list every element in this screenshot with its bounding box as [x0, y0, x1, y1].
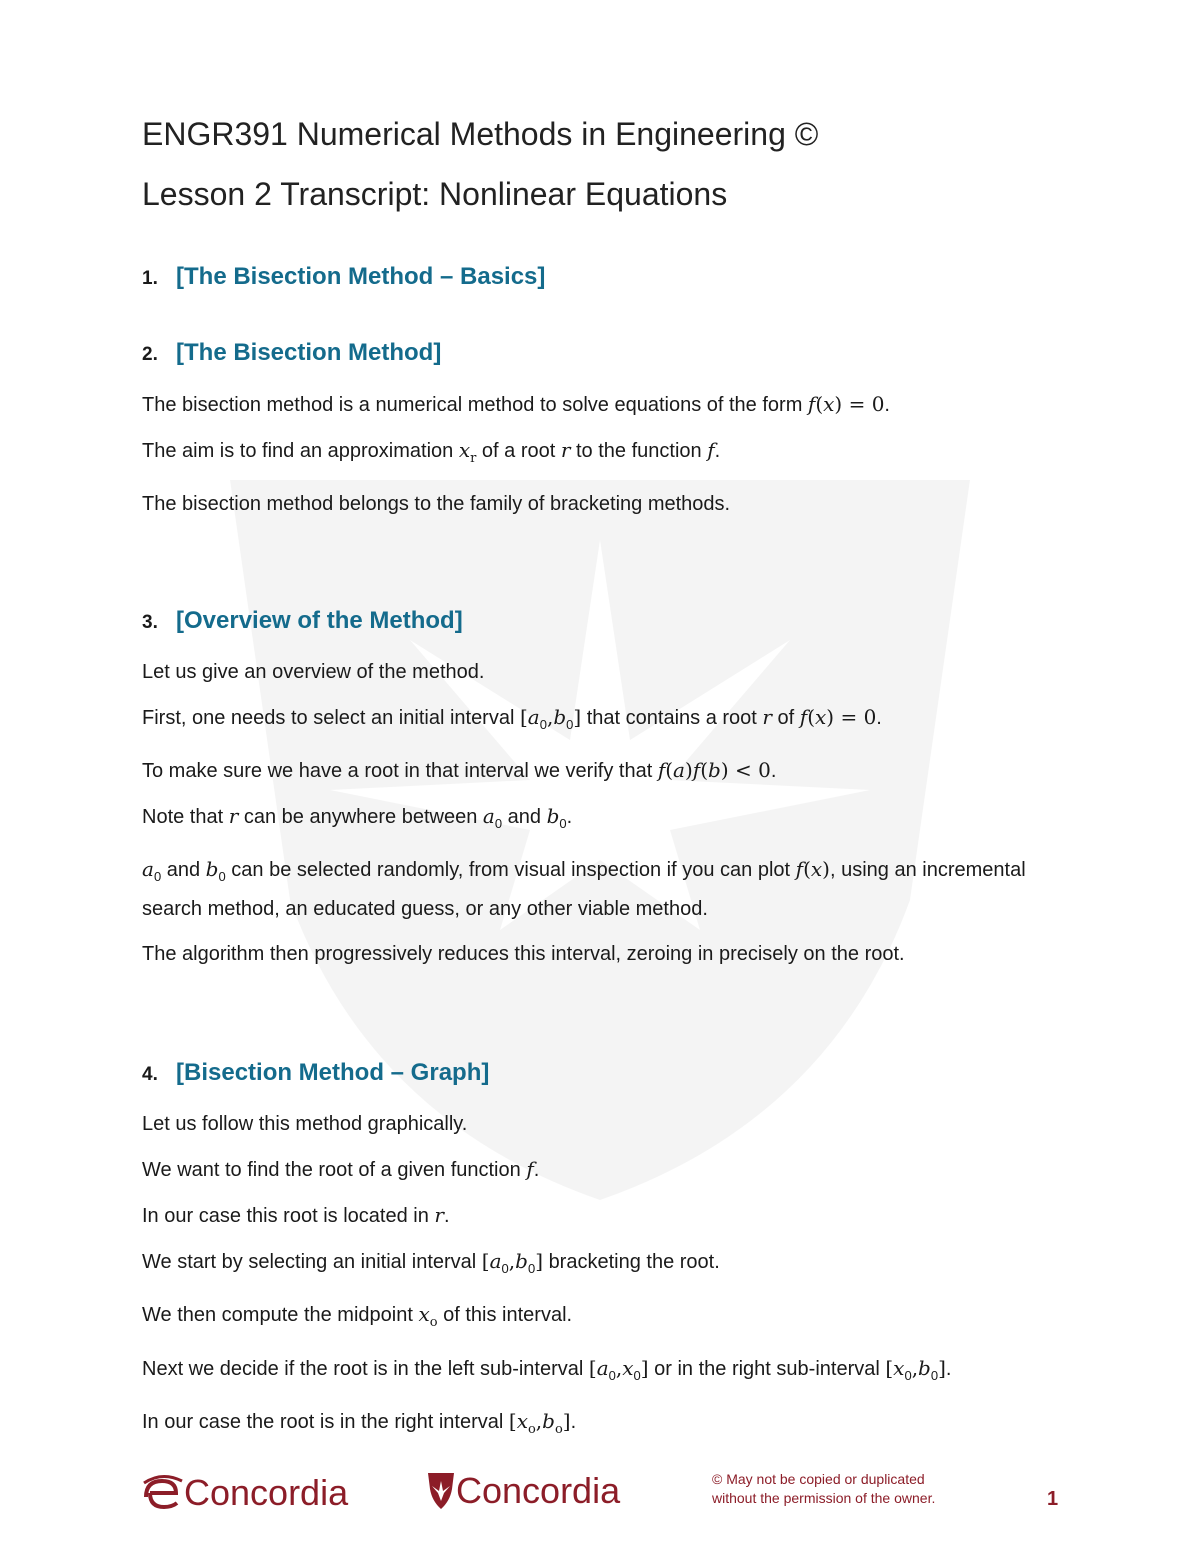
paragraph: In our case this root is located in r. — [142, 1203, 450, 1227]
paragraph: We want to find the root of a given function f. — [142, 1157, 540, 1181]
page-footer — [140, 1468, 1070, 1518]
document-title: ENGR391 Numerical Methods in Engineering © — [142, 116, 819, 152]
section-number: 3. — [142, 612, 158, 633]
copyright-notice: © May not be copied or duplicated without the permission of the owner. — [712, 1471, 936, 1506]
paragraph: We start by selecting an initial interval $[a_0,b_0]$ bracketing the root. — [142, 1249, 720, 1276]
section-4-body — [142, 1108, 1062, 1446]
section-number: 1. — [142, 268, 158, 289]
paragraph: In our case the root is in the right interval $[x_o,b_o]$. — [142, 1409, 577, 1437]
section-title: [The Bisection Method – Basics] — [176, 263, 546, 290]
paragraph: Next we decide if the root is in the left sub-interval $[a_0,x_0]$ or in the right sub-interval $[x_0,b_0]$. — [142, 1356, 952, 1383]
concordia-logo — [426, 1470, 620, 1512]
document-body — [142, 108, 1062, 1459]
section-number: 2. — [142, 344, 158, 365]
paragraph: Let us follow this method graphically. — [142, 1113, 468, 1135]
econcordia-logo — [140, 1472, 348, 1514]
paragraph: We then compute the midpoint $x_o$ of this interval. — [142, 1302, 573, 1330]
paragraph: To make sure we have a root in that interval we verify that f(a)f(b) < 0. — [142, 758, 777, 782]
concordia-shield-icon — [426, 1471, 456, 1511]
paragraph: $a_0$ and $b_0$ can be selected randomly, from visual inspection if you can plot f(x), using an incremental search method, an educated guess, or any other viable method. — [142, 857, 1026, 920]
paragraph: Note that r can be anywhere between $a_0$ and $b_0$. — [142, 804, 573, 831]
section-heading-4 — [142, 1056, 1062, 1092]
paragraph: The bisection method is a numerical method to solve equations of the form f(x) = 0. — [142, 392, 890, 416]
paragraph: The aim is to find an approximation $x_r$ of a root r to the function f. — [142, 438, 721, 466]
econcordia-e-icon — [140, 1473, 184, 1513]
section-2-body — [142, 388, 1062, 520]
section-heading-1 — [142, 260, 1062, 296]
section-title: [Overview of the Method] — [176, 607, 463, 634]
econcordia-logo-text: Concordia — [184, 1472, 349, 1513]
section-heading-3 — [142, 604, 1062, 640]
document-subtitle: Lesson 2 Transcript: Nonlinear Equations — [142, 176, 728, 212]
paragraph: First, one needs to select an initial interval $[a_0,b_0]$ that contains a root r of f(x) = 0. — [142, 705, 882, 732]
paragraph: The algorithm then progressively reduces this interval, zeroing in precisely on the root. — [142, 943, 905, 965]
page-number: 1 — [1047, 1488, 1059, 1510]
paragraph: Let us give an overview of the method. — [142, 661, 485, 683]
section-heading-2 — [142, 336, 1062, 372]
section-number: 4. — [142, 1064, 158, 1085]
concordia-logo-text: Concordia — [456, 1470, 621, 1511]
section-title: [The Bisection Method] — [176, 339, 442, 366]
section-3-body — [142, 656, 1062, 970]
section-title: [Bisection Method – Graph] — [176, 1059, 490, 1086]
paragraph: The bisection method belongs to the family of bracketing methods. — [142, 493, 731, 515]
